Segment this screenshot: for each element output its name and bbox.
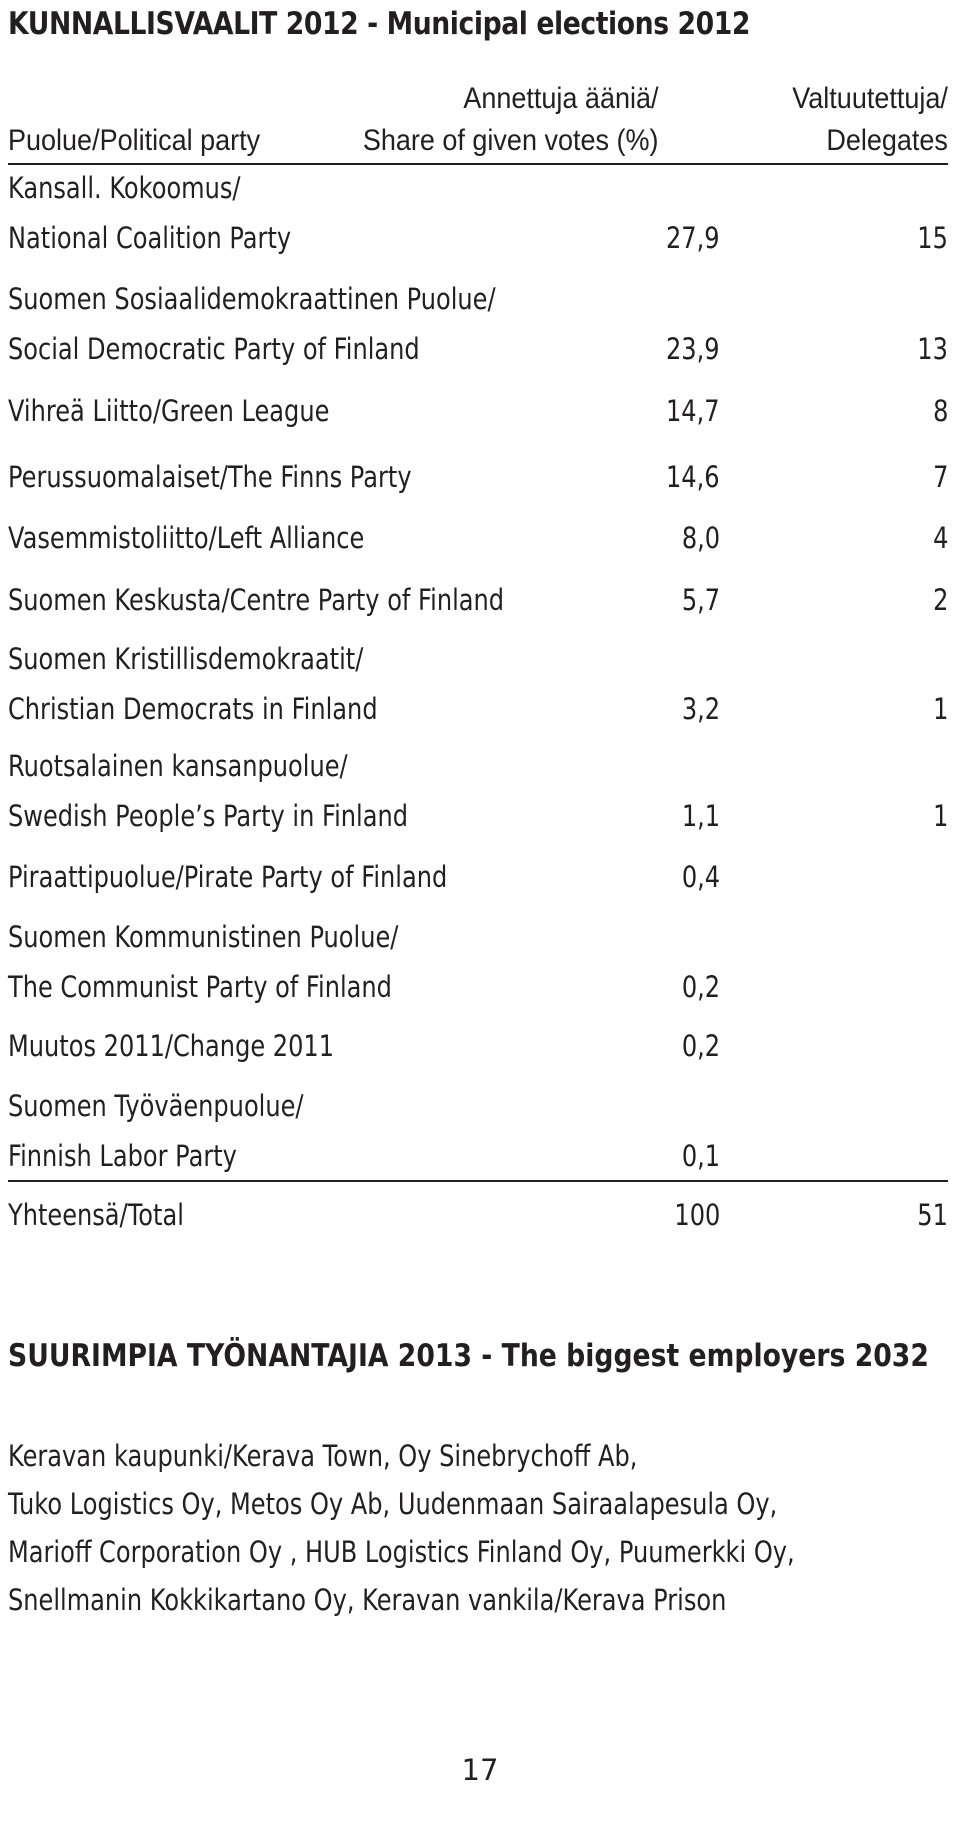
total-share: 100 (674, 1198, 720, 1232)
vote-share: 0,1 (681, 1139, 720, 1173)
total-row (8, 1190, 948, 1240)
party-name: Suomen Keskusta/Centre Party of Finland (8, 583, 505, 617)
total-delegates: 51 (917, 1198, 948, 1232)
header-party: Puolue/Political party (8, 124, 261, 157)
table-row (8, 852, 948, 902)
delegates-count: 8 (932, 394, 948, 428)
delegates-count: 1 (932, 692, 948, 726)
table-row (8, 452, 948, 502)
header-delegates (792, 78, 948, 162)
party-name: Muutos 2011/Change 2011 (8, 1029, 335, 1063)
employers-title: SUURIMPIA TYÖNANTAJIA 2013 - The biggest employers 2032 (8, 1338, 929, 1374)
employers-list (8, 1432, 904, 1624)
party-name: Suomen Kristillisdemokraatit/ Christian Democrats in Finland (8, 642, 378, 726)
total-rule (8, 1180, 948, 1182)
table-row (8, 163, 948, 263)
delegates-count: 15 (917, 221, 948, 255)
vote-share: 14,6 (666, 460, 720, 494)
header-delegates-line2: Delegates (826, 124, 948, 157)
delegates-count: 1 (932, 799, 948, 833)
employers-line: Tuko Logistics Oy, Metos Oy Ab, Uudenmaan Sairaalapesula Oy, (8, 1487, 778, 1521)
vote-share: 0,4 (681, 860, 720, 894)
party-name: Perussuomalaiset/The Finns Party (8, 460, 412, 494)
party-name: Ruotsalainen kansanpuolue/ Swedish People’s Party in Finland (8, 749, 409, 833)
table-row (8, 1021, 948, 1071)
delegates-count: 2 (932, 583, 948, 617)
table-header (8, 78, 948, 162)
party-name: Vihreä Liitto/Green League (8, 394, 330, 428)
header-share (362, 78, 658, 162)
table-row (8, 1081, 948, 1181)
party-name: Piraattipuolue/Pirate Party of Finland (8, 860, 448, 894)
vote-share: 3,2 (681, 692, 720, 726)
election-title: KUNNALLISVAALIT 2012 - Municipal elections 2012 (8, 6, 750, 42)
party-name: Kansall. Kokoomus/ National Coalition Party (8, 171, 292, 255)
vote-share: 8,0 (681, 521, 720, 555)
table-row (8, 634, 948, 734)
party-name: Suomen Työväenpuolue/ Finnish Labor Party (8, 1089, 304, 1173)
employers-line: Marioff Corporation Oy , HUB Logistics Finland Oy, Puumerkki Oy, (8, 1535, 795, 1569)
party-name: Suomen Kommunistinen Puolue/ The Communist Party of Finland (8, 920, 399, 1004)
delegates-count: 13 (917, 332, 948, 366)
table-row (8, 741, 948, 841)
employers-line: Snellmanin Kokkikartano Oy, Keravan vankila/Kerava Prison (8, 1583, 727, 1617)
vote-share: 27,9 (666, 221, 720, 255)
delegates-count: 4 (932, 521, 948, 555)
table-row (8, 575, 948, 625)
table-row (8, 386, 948, 436)
party-name: Vasemmistoliitto/Left Alliance (8, 521, 365, 555)
header-share-line2: Share of given votes (%) (362, 124, 658, 157)
table-row (8, 274, 948, 374)
vote-share: 5,7 (681, 583, 720, 617)
vote-share: 1,1 (681, 799, 720, 833)
vote-share: 23,9 (666, 332, 720, 366)
employers-line: Keravan kaupunki/Kerava Town, Oy Sinebrychoff Ab, (8, 1439, 638, 1473)
table-row (8, 513, 948, 563)
vote-share: 14,7 (666, 394, 720, 428)
party-name: Suomen Sosiaalidemokraattinen Puolue/ Social Democratic Party of Finland (8, 282, 496, 366)
total-label: Yhteensä/Total (8, 1198, 184, 1232)
header-share-line1: Annettuja ääniä/ (462, 82, 658, 115)
vote-share: 0,2 (681, 1029, 720, 1063)
vote-share: 0,2 (681, 970, 720, 1004)
header-delegates-line1: Valtuutettuja/ (792, 82, 948, 115)
delegates-count: 7 (932, 460, 948, 494)
table-row (8, 912, 948, 1012)
page-number: 17 (461, 1753, 499, 1787)
